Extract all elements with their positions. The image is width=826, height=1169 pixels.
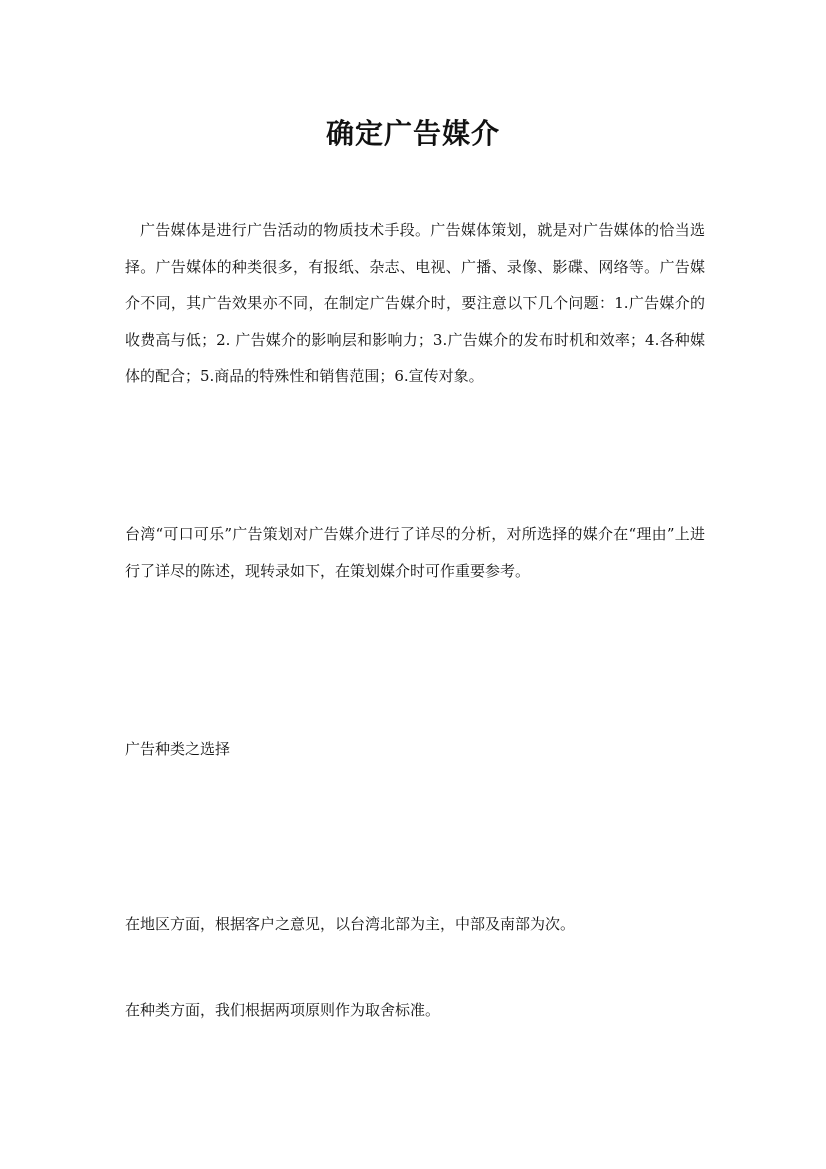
paragraph-media-overview: 广告媒体是进行广告活动的物质技术手段。广告媒体策划，就是对广告媒体的恰当选择。广告媒体的种类很多，有报纸、杂志、电视、广播、录像、影碟、网络等。广告媒介不同，其广告效果亦不同，在制定广告媒介时，要注意以下几个问题：1.广告媒介的收费高与低；2. 广告媒介的影响层和影响力；3.广告媒介的发布时机和效率；4.各种媒体的配合；5.商品的特殊性和销售范围；6.宣传对象。 xyxy=(125,221,705,385)
document-title: 确定广告媒介 xyxy=(325,117,500,150)
section-heading-ad-type-selection: 广告种类之选择 xyxy=(125,740,231,758)
paragraph-coca-cola-case: 台湾“可口可乐”广告策划对广告媒介进行了详尽的分析，对所选择的媒介在“理由”上进行了详尽的陈述，现转录如下，在策划媒介时可作重要参考。 xyxy=(125,525,705,580)
paragraph-type-principles: 在种类方面，我们根据两项原则作为取舍标准。 xyxy=(125,1001,441,1019)
paragraph-region: 在地区方面，根据客户之意见，以台湾北部为主，中部及南部为次。 xyxy=(125,915,576,933)
